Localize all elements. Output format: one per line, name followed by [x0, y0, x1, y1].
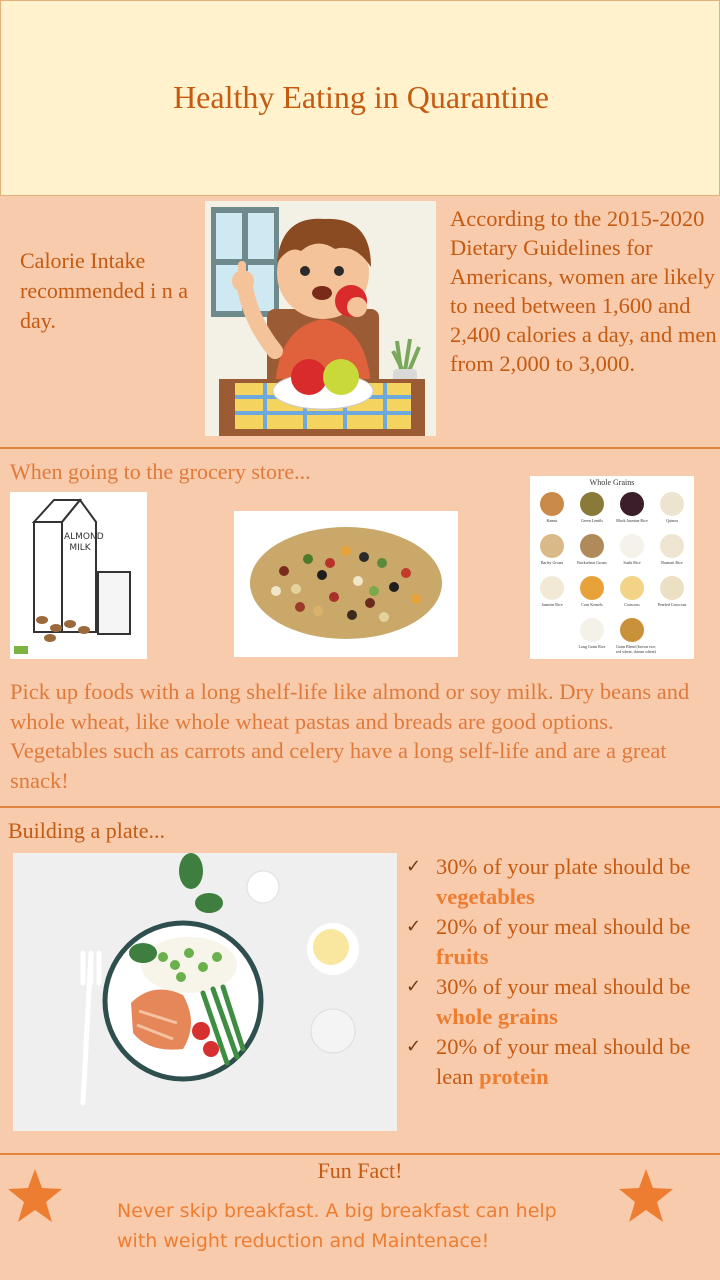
plate-item-grains — [404, 972, 716, 1032]
plate-item-text: 20% of your meal should be — [436, 914, 691, 939]
fun-fact-title: Fun Fact! — [317, 1158, 403, 1183]
grocery-heading: When going to the grocery store... — [10, 459, 311, 484]
calorie-guidelines-text: According to the 2015-2020 Dietary Guidelines for Americans, women are likely to need between 1,600 and 2,400 calories a day, and men from 2,000 to 3,000. — [450, 206, 717, 376]
grain-label: Basmati Rice — [661, 560, 683, 565]
plate-heading: Building a plate... — [8, 818, 166, 843]
grain-label: Corn Kernels — [581, 602, 603, 607]
plate-item-text: 30% of your plate should be — [436, 854, 691, 879]
plate-item-fruits — [404, 912, 716, 972]
grain-label: Barley Groats — [540, 560, 564, 565]
grain-label: Quinoa — [666, 518, 678, 523]
grain-label: Green Lentils — [581, 518, 603, 523]
plate-item-text: 20% of your meal should be lean — [436, 1034, 691, 1089]
checkmark-icon: ✓ — [406, 1036, 422, 1057]
whole-grains-title: Whole Grains — [589, 478, 635, 487]
calorie-label: Calorie Intake recommended i n a day. — [20, 248, 188, 333]
title-banner — [0, 0, 720, 196]
fun-fact-text: Never skip breakfast. A big breakfast can help with weight reduction and Maintenace! — [117, 1200, 557, 1252]
plate-item-text: 30% of your meal should be — [436, 974, 691, 999]
grain-label: Couscous — [624, 602, 640, 607]
section-divider — [0, 806, 720, 808]
dry-beans-image — [234, 511, 458, 657]
plate-checklist — [404, 852, 716, 1092]
whole-grains-chart — [530, 476, 694, 659]
grain-label: Black Jasmine Rice — [616, 518, 648, 523]
plate-item-vegetables — [404, 852, 716, 912]
plate-item-protein — [404, 1032, 716, 1092]
grain-label: Buckwheat Groats — [577, 560, 607, 565]
grain-label: Long Grain Rice — [578, 644, 606, 649]
plate-item-highlight: fruits — [436, 944, 489, 969]
boy-eating-illustration — [205, 201, 436, 436]
plate-item-highlight: whole grains — [436, 1004, 558, 1029]
page-title: Healthy Eating in Quarantine — [173, 79, 549, 115]
plate-item-highlight: protein — [479, 1064, 549, 1089]
grain-label: Sushi Rice — [623, 560, 641, 565]
almond-milk-illustration — [10, 492, 147, 659]
grain-label: Jasmine Rice — [541, 602, 563, 607]
checkmark-icon: ✓ — [406, 976, 422, 997]
milk-carton-label: ALMOND MILK — [64, 532, 104, 553]
checkmark-icon: ✓ — [406, 856, 422, 877]
plate-item-highlight: vegetables — [436, 884, 535, 909]
section-divider — [0, 447, 720, 449]
grain-label: Pearled Couscous — [657, 602, 687, 607]
grocery-tips-text: Pick up foods with a long shelf-life like almond or soy milk. Dry beans and whole wheat, like whole wheat pastas and breads are good options. Vegetables such as carrots and celery have a long self-life and are a great snack! — [10, 679, 690, 793]
salmon-plate-photo — [13, 853, 397, 1131]
section-divider — [0, 1153, 720, 1155]
grain-label: Kamut — [546, 518, 558, 523]
grain-label: Grain Blend (brown rice, red wheat, durum wheat) — [615, 644, 657, 654]
checkmark-icon: ✓ — [406, 916, 422, 937]
